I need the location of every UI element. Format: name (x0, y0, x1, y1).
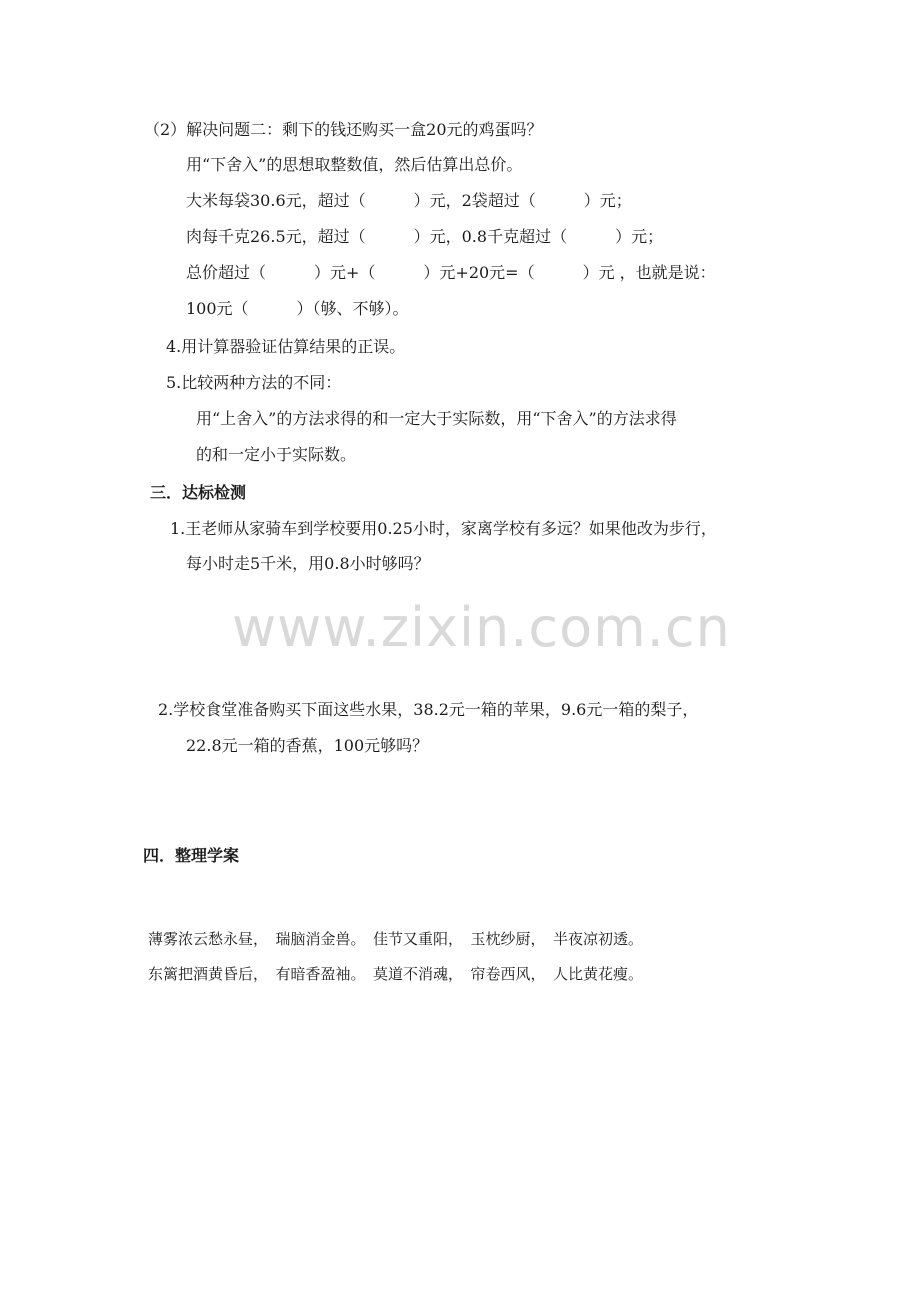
total-estimate-line: 总价超过（ ）元+（ ）元+20元=（ ）元 ，也就是说： (186, 263, 716, 282)
rounding-instruction: 用“下舍入”的思想取整数值，然后估算出总价。 (186, 155, 523, 174)
comparison-text-1: 用“上舍入”的方法求得的和一定大于实际数，用“下舍入”的方法求得 (196, 409, 677, 428)
section-4-heading: 四．整理学案 (143, 846, 240, 865)
step-4: 4.用计算器验证估算结果的正误。 (166, 337, 406, 356)
rice-estimate-line: 大米每袋30.6元，超过（ ）元，2袋超过（ ）元； (186, 191, 632, 210)
comparison-text-2: 的和一定小于实际数。 (196, 445, 357, 464)
watermark: www.zixin.com.cn (232, 596, 731, 659)
poem-line-2: 东篱把酒黄昏后， 有暗香盈袖。 莫道不消魂， 帘卷西风， 人比黄花瘦。 (148, 965, 644, 983)
section-3-heading: 三．达标检测 (150, 483, 247, 502)
exercise-2-line-1: 2.学校食堂准备购买下面这些水果，38.2元一箱的苹果，9.6元一箱的梨子， (158, 700, 699, 719)
poem-line-1: 薄雾浓云愁永昼， 瑞脑消金兽。 佳节又重阳， 玉枕纱厨， 半夜凉初透。 (148, 930, 644, 948)
step-5: 5.比较两种方法的不同： (166, 373, 342, 392)
exercise-2-line-2: 22.8元一箱的香蕉，100元够吗？ (186, 736, 429, 755)
exercise-1-line-1: 1.王老师从家骑车到学校要用0.25小时，家离学校有多远？如果他改为步行， (170, 519, 717, 538)
exercise-1-line-2: 每小时走5千米，用0.8小时够吗？ (186, 554, 430, 573)
enough-line: 100元（ ）（够、不够）。 (186, 299, 409, 318)
question-2-heading: （2）解决问题二：剩下的钱还购买一盒20元的鸡蛋吗？ (144, 120, 543, 139)
meat-estimate-line: 肉每千克26.5元，超过（ ）元，0.8千克超过（ ）元； (186, 227, 664, 246)
